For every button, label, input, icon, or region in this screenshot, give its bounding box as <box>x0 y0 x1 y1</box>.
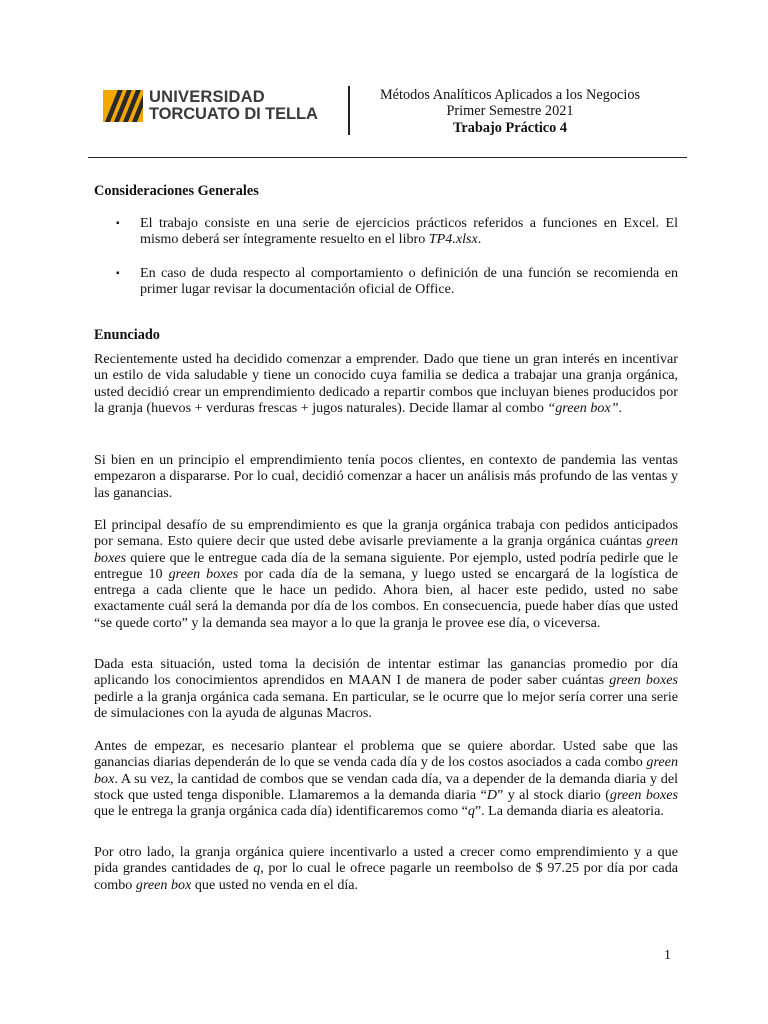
list-item: ▪ El trabajo consiste en una serie de ejercicios prácticos referidos a funciones en Excel. El mismo deberá ser íntegramente resuelto en el libro TP4.xlsx. <box>116 215 678 248</box>
general-bullet-list <box>94 215 678 314</box>
assignment-title: Trabajo Práctico 4 <box>452 119 568 136</box>
paragraph-5: Antes de empezar, es necesario plantear el problema que se quiere abordar. Usted sabe que las ganancias diarias dependerán de lo que se venda cada día y de los costos asociados a cada combo green box. A su vez, la cantidad de combos que se vendan cada día, va a depender de la demanda diaria y del stock que usted tenga disponible. Llamaremos a la demanda diaria “D” y al stock diario (green boxes que le entrega la granja orgánica cada día) identificaremos como “q”. La demanda diaria es aleatoria. <box>94 738 678 820</box>
header-divider-horizontal <box>88 157 687 158</box>
paragraph-4: Dada esta situación, usted toma la decisión de intentar estimar las ganancias promedio por día aplicando los conocimientos aprendidos en MAAN I de manera de poder saber cuántas green boxes pedirle a la granja orgánica cada semana. En particular, se le ocurre que lo mejor sería correr una serie de simulaciones con la ayuda de algunas Macros. <box>94 656 678 721</box>
paragraph-2: Si bien en un principio el emprendimiento tenía pocos clientes, en contexto de pandemia las ventas empezaron a dispararse. Por lo cual, decidió comenzar a hacer un análisis más profundo de las ventas y las ganancias. <box>94 452 678 501</box>
paragraph-1: Recientemente usted ha decidido comenzar a emprender. Dado que tiene un gran interés en incentivar un estilo de vida saludable y tiene un conocido cuya familia se dedica a trabajar una granja orgánica, usted decidió crear un emprendimiento dedicado a repartir combos que incluyan bienes producidos por la granja (huevos + verduras frescas + jugos naturales). Decide llamar al combo “green box”. <box>94 351 678 416</box>
semester: Primer Semestre 2021 <box>446 103 574 120</box>
document-header <box>0 0 768 160</box>
section-heading-general: Consideraciones Generales <box>94 183 259 199</box>
logo-line-1: UNIVERSIDAD <box>149 88 265 106</box>
paragraph-6: Por otro lado, la granja orgánica quiere incentivarlo a usted a crecer como emprendimiento y a que pida grandes cantidades de q, por lo cual le ofrece pagarle un reembolso de $ 97.25 por día por cada combo green box que usted no venda en el día. <box>94 844 678 893</box>
logo-line-2: TORCUATO DI TELLA <box>149 105 318 123</box>
course-block <box>355 87 665 136</box>
header-divider-vertical <box>348 86 350 135</box>
logo-wordmark <box>149 89 318 123</box>
paragraph-3: El principal desafío de su emprendimiento es que la granja orgánica trabaja con pedidos anticipados por semana. Esto quiere decir que usted debe avisarle previamente a la granja orgánica cuántas green boxes quiere que le entregue cada día de la semana siguiente. Por ejemplo, usted podría pedirle que le entregue 10 green boxes por cada día de la semana, y luego usted se encargará de la logística de entrega a cada cliente que le hace un pedido. Ahora bien, al hacer este pedido, usted no sabe exactamente cuál será la demanda por día de los combos. En consecuencia, puede haber días que usted “se quede corto” y la demanda sea mayor a lo que la granja le provee ese día, o viceversa. <box>94 517 678 631</box>
utdt-stripes-logo-icon <box>103 90 143 122</box>
university-logo <box>103 88 325 124</box>
list-item: ▪ En caso de duda respecto al comportamiento o definición de una función se recomienda en primer lugar revisar la documentación oficial de Office. <box>116 264 678 297</box>
bullet-square-icon: ▪ <box>116 267 120 279</box>
file-name: TP4.xlsx <box>428 231 478 248</box>
bullet-square-icon: ▪ <box>116 218 120 229</box>
page-number: 1 <box>664 948 671 963</box>
course-title: Métodos Analíticos Aplicados a los Negocios <box>379 87 641 103</box>
section-heading-statement: Enunciado <box>94 327 160 343</box>
